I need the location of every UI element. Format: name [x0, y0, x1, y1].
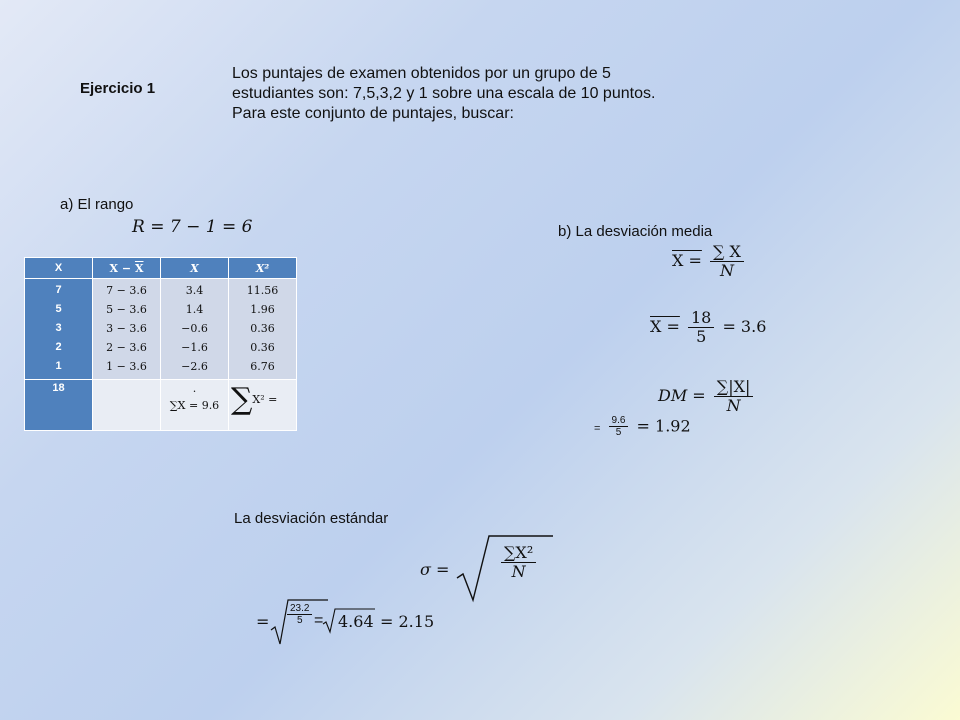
mean-den: N — [719, 260, 734, 280]
mean2-num: 18 — [688, 309, 714, 328]
sigma-den: N — [511, 561, 526, 581]
header-diff: $X - \overline{X}$ — [93, 258, 161, 279]
mean2-den: 5 — [696, 326, 707, 346]
table-row — [25, 279, 297, 380]
range-formula: R = 7 − 1 = 6 — [132, 217, 253, 237]
range-label: a) El rango — [60, 196, 134, 213]
sq-value: 6.76 — [250, 360, 275, 373]
header-sq: X² — [229, 258, 297, 279]
mean2-rhs: = 3.6 — [722, 316, 767, 336]
dm-formula — [658, 378, 756, 415]
diff-value: 2 − 3.6 — [106, 341, 147, 354]
dev-value: 3.4 — [185, 284, 204, 297]
dev-value: −0.6 — [181, 322, 208, 335]
intro-line-2: estudiantes son: 7,5,3,2 y 1 sobre una escala de 10 puntos. — [232, 85, 656, 102]
s2-rhs: = 2.15 — [380, 612, 435, 631]
sq-cell — [229, 279, 297, 380]
diff-value: 7 − 3.6 — [106, 284, 147, 297]
x-values-cell — [25, 279, 93, 380]
diff-value: 3 − 3.6 — [106, 322, 147, 335]
total-dot: . — [192, 382, 197, 395]
total-dev-value: ∑X = 9.6 — [169, 399, 220, 412]
dev-value: 1.4 — [185, 303, 204, 316]
sigma-symbol: ∑ — [231, 382, 253, 417]
diff-cell — [93, 279, 161, 380]
mean2-lhs: X = — [650, 316, 680, 336]
total-dev — [161, 380, 229, 431]
x-value: 1 — [55, 360, 62, 372]
dm2-num: 9.6 — [609, 415, 629, 427]
total-x: 18 — [25, 380, 93, 431]
mean-num: ∑ X — [710, 243, 744, 262]
std-dev-label: La desviación estándar — [234, 510, 389, 527]
sigma-lhs: σ = — [420, 559, 450, 579]
dm-value-formula — [594, 415, 691, 439]
table-header-row — [25, 258, 297, 279]
total-sq — [229, 380, 297, 431]
mean-formula — [672, 243, 747, 280]
mean-value-formula — [650, 309, 766, 346]
total-diff-empty — [93, 380, 161, 431]
intro-text — [232, 64, 692, 124]
mean-dev-label: b) La desviación media — [558, 223, 713, 240]
dm-den: N — [726, 395, 741, 415]
x-value: 3 — [55, 322, 62, 334]
exercise-title: Ejercicio 1 — [80, 80, 156, 97]
dm2-den: 5 — [615, 427, 622, 438]
s2-rad: 4.64 — [338, 612, 374, 631]
sigma-formula — [420, 534, 555, 604]
dm-lhs: DM = — [658, 385, 706, 405]
s2-mid: = — [314, 612, 324, 629]
table-total-row — [25, 380, 297, 431]
header-dev: X — [161, 258, 229, 279]
data-table-wrap — [24, 257, 297, 431]
diff-value: 5 − 3.6 — [106, 303, 147, 316]
intro-line-1: Los puntajes de examen obtenidos por un grupo de 5 — [232, 65, 611, 82]
header-x: X — [25, 258, 93, 279]
x-value: 7 — [55, 284, 62, 296]
sq-value: 1.96 — [250, 303, 275, 316]
sigma-num: ∑X² — [501, 544, 536, 563]
sq-value: 0.36 — [250, 341, 275, 354]
total-sq-value: X² = — [252, 393, 278, 406]
dm2-rhs: = 1.92 — [636, 416, 691, 436]
s2-eq: = — [256, 612, 270, 631]
dm-num: ∑|X| — [714, 378, 754, 397]
sq-value: 11.56 — [246, 284, 279, 297]
s2-den: 5 — [296, 615, 303, 626]
x-value: 5 — [55, 303, 62, 315]
data-table — [24, 257, 297, 431]
diff-value: 1 − 3.6 — [106, 360, 147, 373]
dev-value: −2.6 — [181, 360, 208, 373]
dev-value: −1.6 — [181, 341, 208, 354]
mean-lhs: X = — [672, 250, 702, 270]
s2-num: 23.2 — [287, 603, 312, 615]
dev-cell — [161, 279, 229, 380]
sq-value: 0.36 — [250, 322, 275, 335]
intro-line-3: Para este conjunto de puntajes, buscar: — [232, 105, 514, 122]
x-value: 2 — [55, 341, 62, 353]
dm2-eq: = — [594, 422, 601, 435]
